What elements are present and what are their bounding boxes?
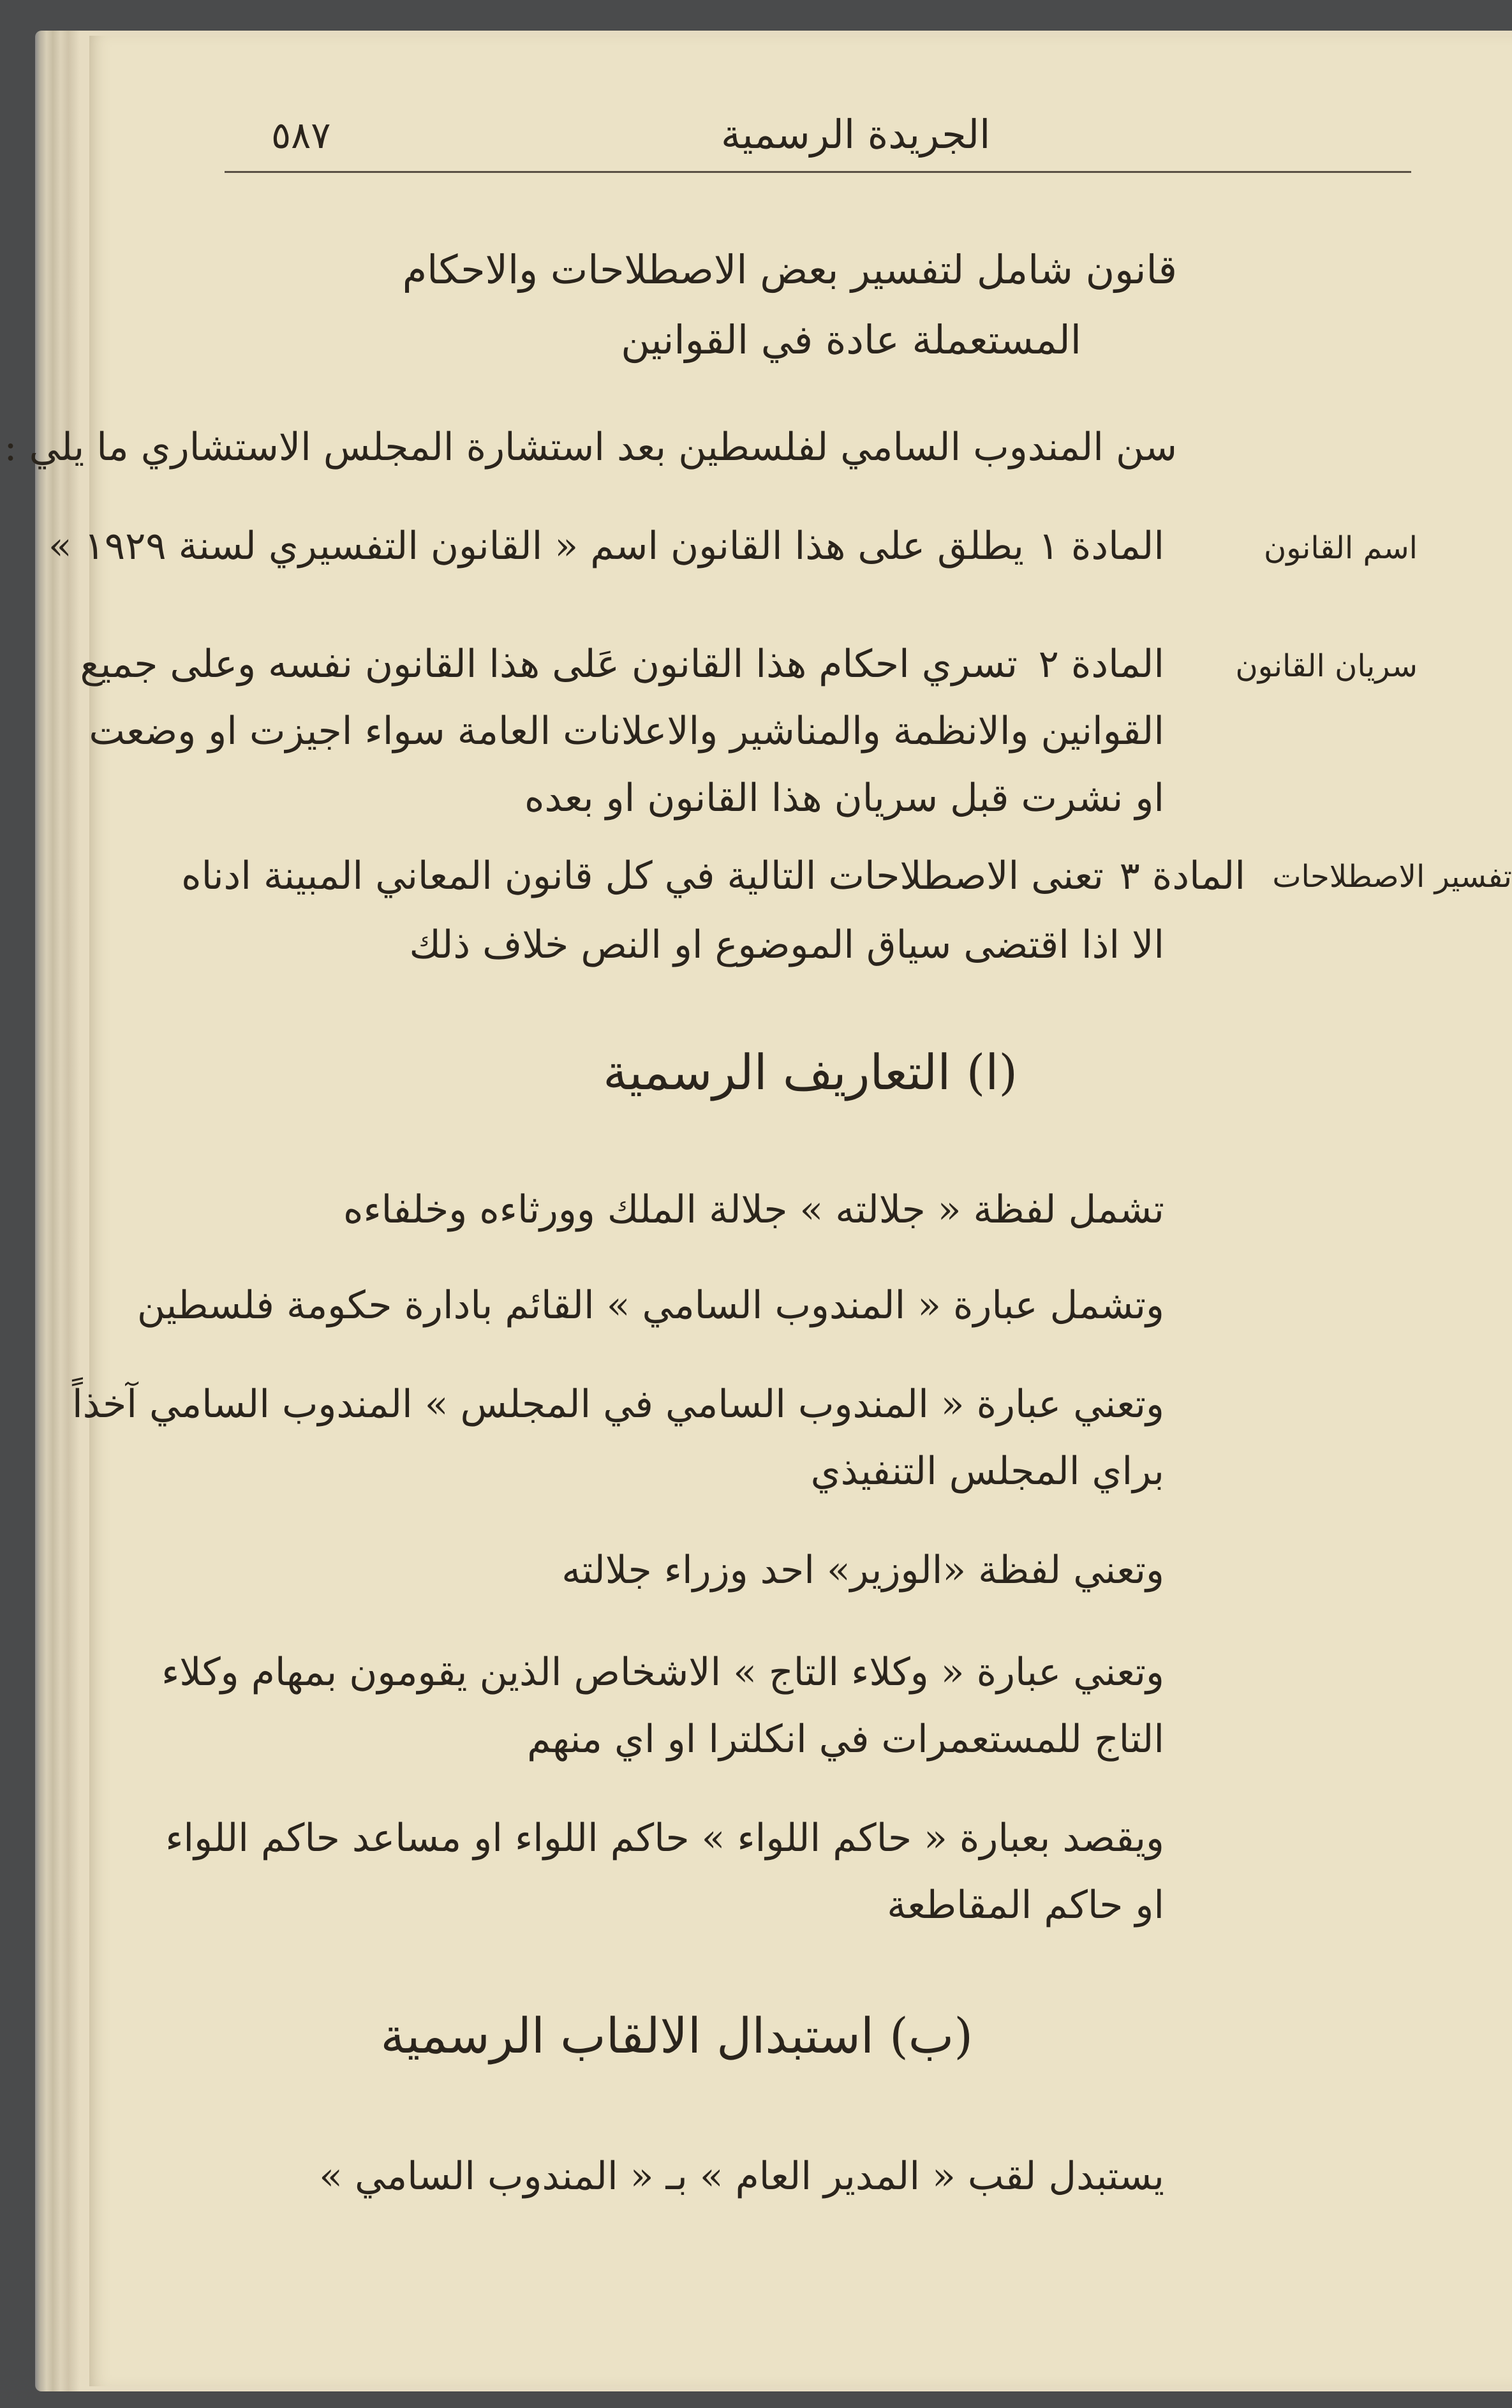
- law-title-line-2: المستعملة عادة في القوانين: [621, 316, 1081, 363]
- article-2-label: المادة ٢: [1038, 642, 1164, 687]
- definition-majesty: تشمل لفظة « جلالته » جلالة الملك وورثاءه وخلفاءه: [343, 1187, 1164, 1232]
- margin-note-interpretation: تفسير الاصطلاحات: [1272, 859, 1512, 895]
- law-title-line-1: قانون شامل لتفسير بعض الاصطلاحات والاحكام: [402, 246, 1177, 293]
- article-2-line-1: تسري احكام هذا القانون عَلى هذا القانون نفسه وعلى جميع: [80, 642, 1018, 687]
- definition-district-commissioner-line-2: او حاكم المقاطعة: [887, 1883, 1164, 1928]
- definition-crown-agents-line-2: التاج للمستعمرات في انكلترا او اي منهم: [527, 1717, 1164, 1762]
- title-substitution-text: يستبدل لقب « المدير العام » بـ « المندوب السامي »: [319, 2154, 1164, 2199]
- article-3-line-1: تعنى الاصطلاحات التالية في كل قانون المعاني المبينة ادناه: [181, 854, 1104, 898]
- section-b-heading: (ب) استبدال الالقاب الرسمية: [380, 2007, 973, 2064]
- margin-note-law-application: سريان القانون: [1235, 648, 1418, 684]
- definition-crown-agents-line-1: وتعني عبارة « وكلاء التاج » الاشخاص الذين يقومون بمهام وكلاء: [161, 1650, 1164, 1695]
- enactment-clause: سن المندوب السامي لفلسطين بعد استشارة المجلس الاستشاري ما يلي :: [4, 425, 1177, 470]
- article-3-line-2: الا اذا اقتضى سياق الموضوع او النص خلاف ذلك: [409, 923, 1164, 967]
- definition-high-commissioner: وتشمل عبارة « المندوب السامي » القائم بادارة حكومة فلسطين: [137, 1283, 1164, 1328]
- document-page: [4, 36, 1512, 2386]
- margin-note-law-name: اسم القانون: [1263, 530, 1418, 566]
- definition-secretary-of-state: وتعني لفظة «الوزير» احد وزراء جلالته: [561, 1548, 1164, 1593]
- definition-district-commissioner-line-1: ويقصد بعبارة « حاكم اللواء » حاكم اللواء او مساعد حاكم اللواء: [165, 1816, 1164, 1861]
- article-1-text: يطلق على هذا القانون اسم « القانون التفسيري لسنة ١٩٢٩ »: [48, 524, 1024, 569]
- page-number: ٥٨٧: [271, 114, 331, 157]
- definition-hc-in-council-line-1: وتعني عبارة « المندوب السامي في المجلس » المندوب السامي آخذاً: [71, 1382, 1164, 1427]
- article-1-label: المادة ١: [1038, 524, 1164, 569]
- gazette-title: الجريدة الرسمية: [721, 111, 991, 158]
- article-2-line-3: او نشرت قبل سريان هذا القانون او بعده: [524, 776, 1164, 821]
- article-2-line-2: القوانين والانظمة والمناشير والاعلانات العامة سواء اجيزت او وضعت: [89, 709, 1164, 754]
- definition-hc-in-council-line-2: براي المجلس التنفيذي: [810, 1449, 1164, 1494]
- section-a-heading: (ا) التعاريف الرسمية: [603, 1044, 1018, 1101]
- article-3-label: المادة ٣: [1119, 854, 1245, 898]
- header-rule: [225, 171, 1411, 173]
